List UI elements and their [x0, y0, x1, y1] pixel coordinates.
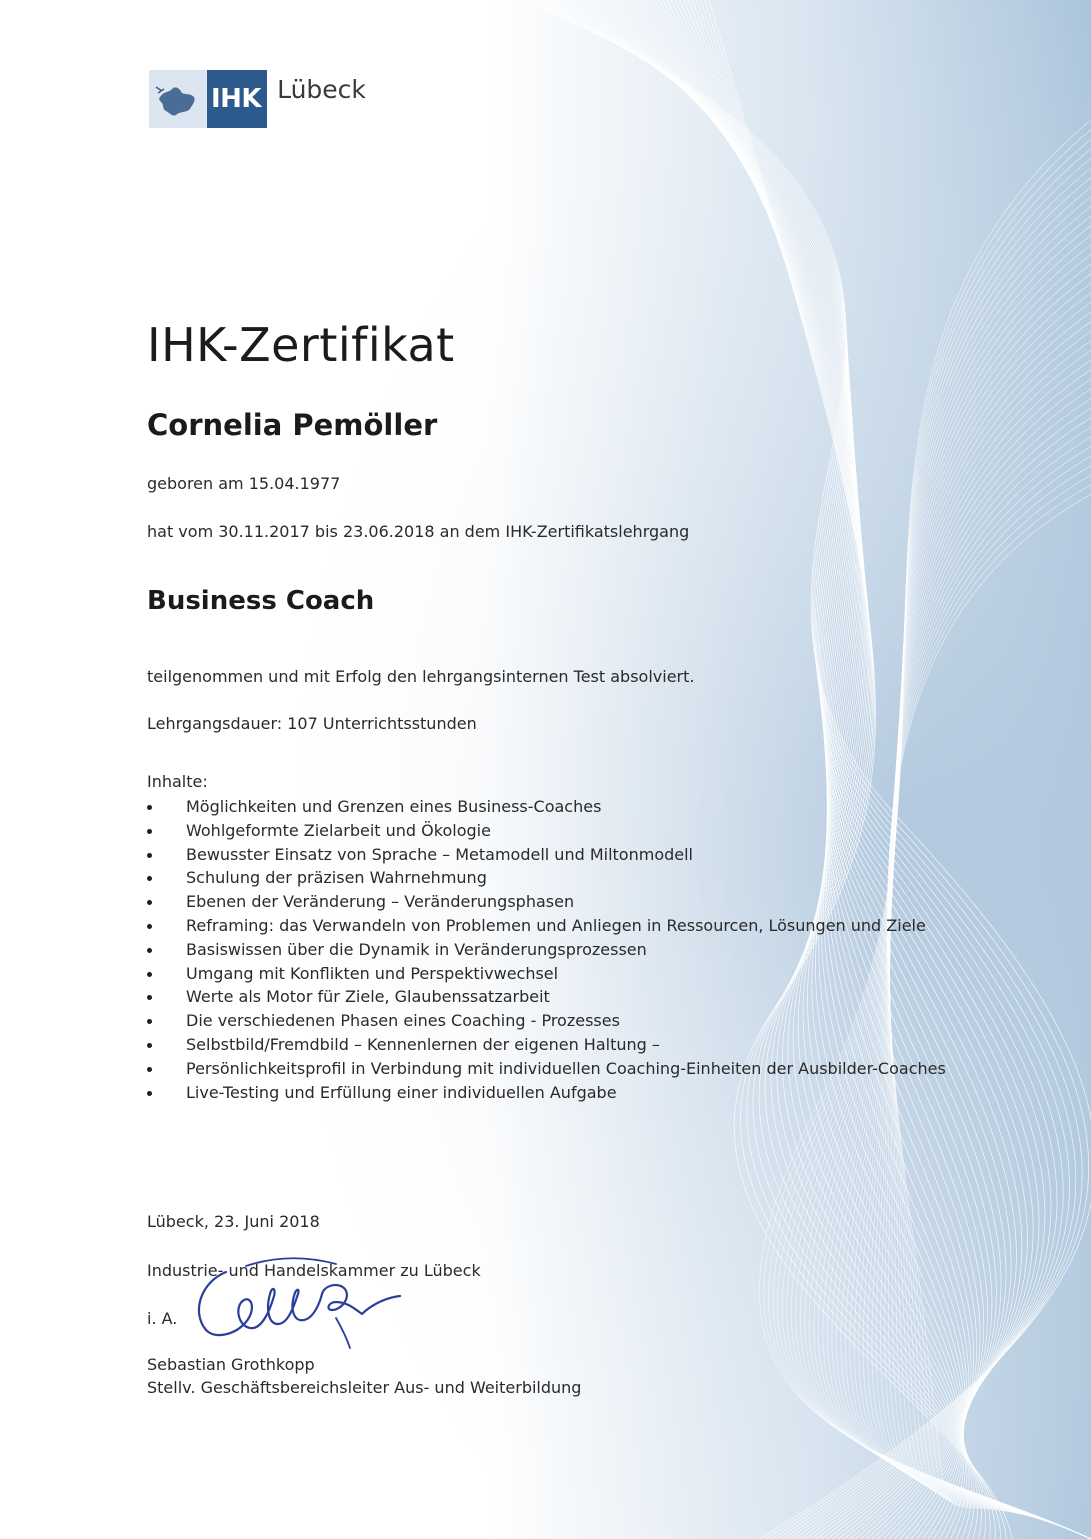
place-and-date: Lübeck, 23. Juni 2018 — [147, 1212, 320, 1231]
page-title: IHK-Zertifikat — [147, 318, 455, 372]
contents-label: Inhalte: — [147, 772, 208, 791]
contents-list-item: Möglichkeiten und Grenzen eines Business-Coaches — [147, 795, 977, 819]
course-period-line: hat vom 30.11.2017 bis 23.06.2018 an dem IHK-Zertifikatslehrgang — [147, 522, 690, 541]
course-duration-line: Lehrgangsdauer: 107 Unterrichtsstunden — [147, 714, 477, 733]
contents-list — [147, 795, 977, 1104]
logo-brand-text: IHK — [207, 70, 267, 128]
signatory-role: Stellv. Geschäftsbereichsleiter Aus- und Weiterbildung — [147, 1378, 582, 1397]
logo-city-text: Lübeck — [277, 74, 366, 104]
contents-list-item: Basiswissen über die Dynamik in Veränderungsprozessen — [147, 938, 977, 962]
schleswig-holstein-map-icon — [149, 70, 207, 128]
issuing-organization: Industrie- und Handelskammer zu Lübeck — [147, 1261, 481, 1280]
course-title: Business Coach — [147, 586, 375, 616]
contents-list-item: Wohlgeformte Zielarbeit und Ökologie — [147, 819, 977, 843]
contents-list-item: Persönlichkeitsprofil in Verbindung mit individuellen Coaching-Einheiten der Ausbilder-Coaches — [147, 1057, 977, 1081]
contents-list-item: Ebenen der Veränderung – Veränderungsphasen — [147, 890, 977, 914]
contents-list-item: Umgang mit Konflikten und Perspektivwechsel — [147, 962, 977, 986]
ihk-logo — [149, 70, 366, 128]
handwritten-signature — [186, 1252, 406, 1352]
contents-list-item: Bewusster Einsatz von Sprache – Metamodell und Miltonmodell — [147, 843, 977, 867]
contents-list-item: Reframing: das Verwandeln von Problemen und Anliegen in Ressourcen, Lösungen und Ziele — [147, 914, 977, 938]
recipient-name: Cornelia Pemöller — [147, 408, 438, 442]
contents-list-item: Schulung der präzisen Wahrnehmung — [147, 866, 977, 890]
contents-list-item: Werte als Motor für Ziele, Glaubenssatzarbeit — [147, 985, 977, 1009]
signatory-name: Sebastian Grothkopp — [147, 1355, 315, 1374]
contents-list-item: Selbstbild/Fremdbild – Kennenlernen der eigenen Haltung – — [147, 1033, 977, 1057]
on-behalf-label: i. A. — [147, 1309, 178, 1328]
completion-line: teilgenommen und mit Erfolg den lehrgangsinternen Test absolviert. — [147, 667, 695, 686]
contents-list-item: Die verschiedenen Phasen eines Coaching - Prozesses — [147, 1009, 977, 1033]
birth-date-line: geboren am 15.04.1977 — [147, 474, 341, 493]
contents-list-item: Live-Testing und Erfüllung einer individuellen Aufgabe — [147, 1081, 977, 1105]
